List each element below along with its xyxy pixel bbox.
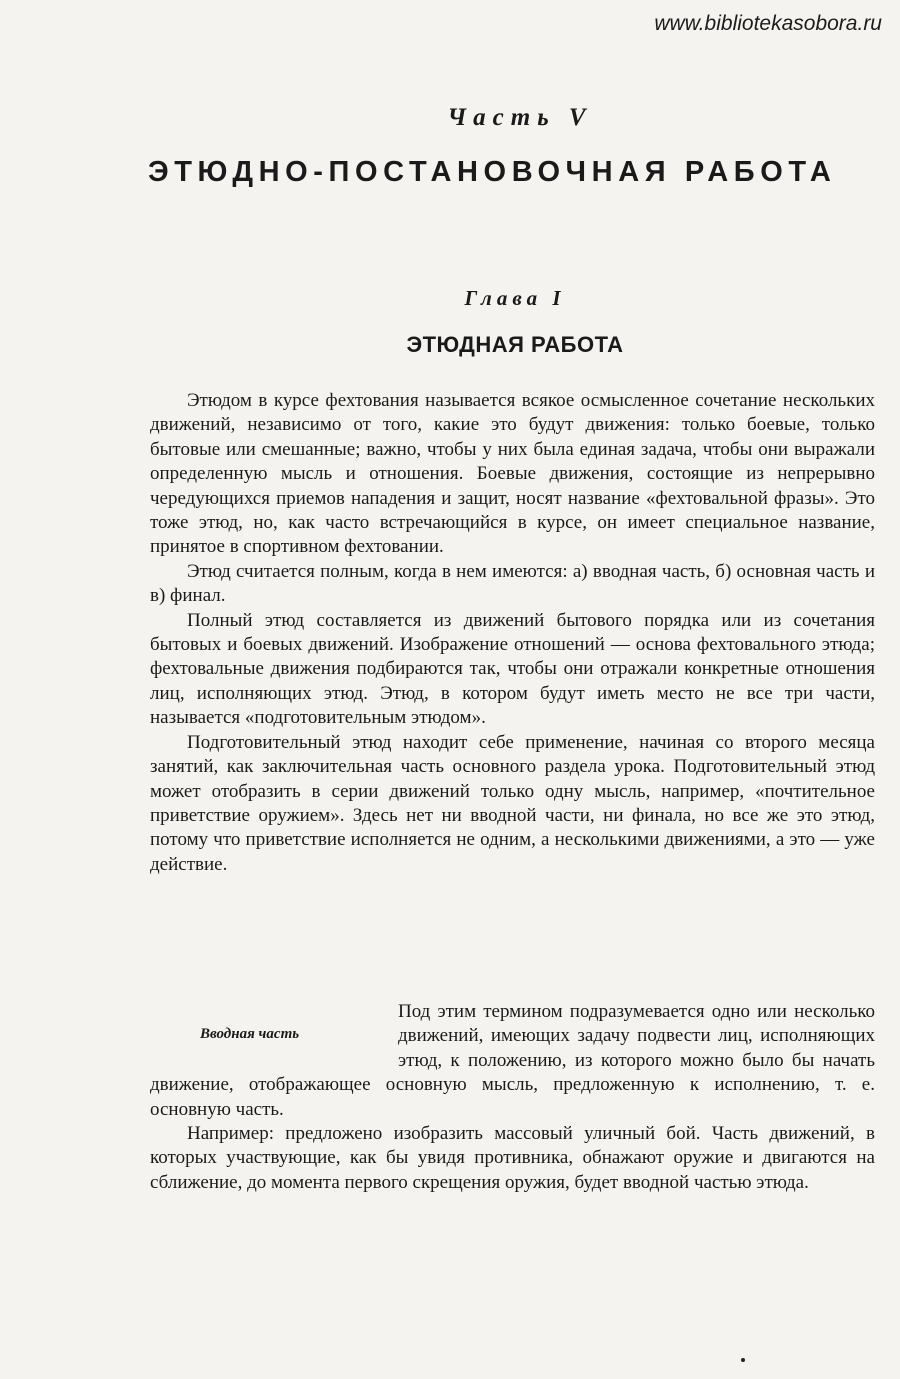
paragraph: Под этим термином подразумевается одно или несколько движений, имеющих задачу подвести лиц, исполняющих этюд, к положению, из которого можно было бы начать движение, отображающее основную мысль, предложенную к исполнению, т. е. основную часть.	[150, 1001, 875, 1120]
chapter-label: Глава I	[464, 286, 566, 310]
chapter-body	[150, 389, 875, 877]
part-label: Часть V	[447, 104, 593, 131]
print-speck	[741, 1358, 745, 1362]
paragraph: Этюд считается полным, когда в нем имеются: а) вводная часть, б) основная часть и в) финал.	[150, 560, 875, 607]
paragraph: Подготовительный этюд находит себе применение, начиная со второго месяца занятий, как заключительная часть основного раздела урока. Подготовительный этюд может отобразить в серии движений только одну мысль, например, «почтительное приветствие оружием». Здесь нет ни вводной части, ни финала, но все же это этюд, потому что приветствие исполняется не одним, а несколькими движениями, а это — уже действие.	[150, 731, 875, 875]
part-title: ЭТЮДНО-ПОСТАНОВОЧНАЯ РАБОТА	[148, 156, 837, 188]
chapter-title: ЭТЮДНАЯ РАБОТА	[406, 332, 624, 357]
paragraph: Полный этюд составляется из движений бытового порядка или из сочетания бытовых и боевых движений. Изображение отношений — основа фехтовального этюда; фехтовальные движения подбираются так, чтобы они отражали конкретные отношения лиц, исполняющих этюд. Этюд, в котором будут иметь место не все три части, называется «подготовительным этюдом».	[150, 609, 875, 729]
section-intro	[150, 1000, 875, 1195]
site-watermark: www.bibliotekasobora.ru	[654, 12, 882, 35]
paragraph: Этюдом в курсе фехтования называется всякое осмысленное сочетание нескольких движений, независимо от того, какие это будут движения: только боевые, только бытовые или смешанные; важно, чтобы у них была единая задача, чтобы они выражали определенную мысль и отношения. Боевые движения, состоящие из непрерывно чередующихся приемов нападения и защит, носят название «фехтовальной фразы». Это тоже этюд, но, как часто встречающийся в курсе, он имеет специальное название, принятое в спортивном фехтовании.	[150, 390, 875, 558]
section-side-heading: Вводная часть	[200, 1026, 300, 1042]
paragraph: Например: предложено изобразить массовый уличный бой. Часть движений, в которых участвующие, как бы увидя противника, обнажают оружие и двигаются на сближение, до момента первого скрещения оружия, будет вводной частью этюда.	[150, 1123, 875, 1193]
